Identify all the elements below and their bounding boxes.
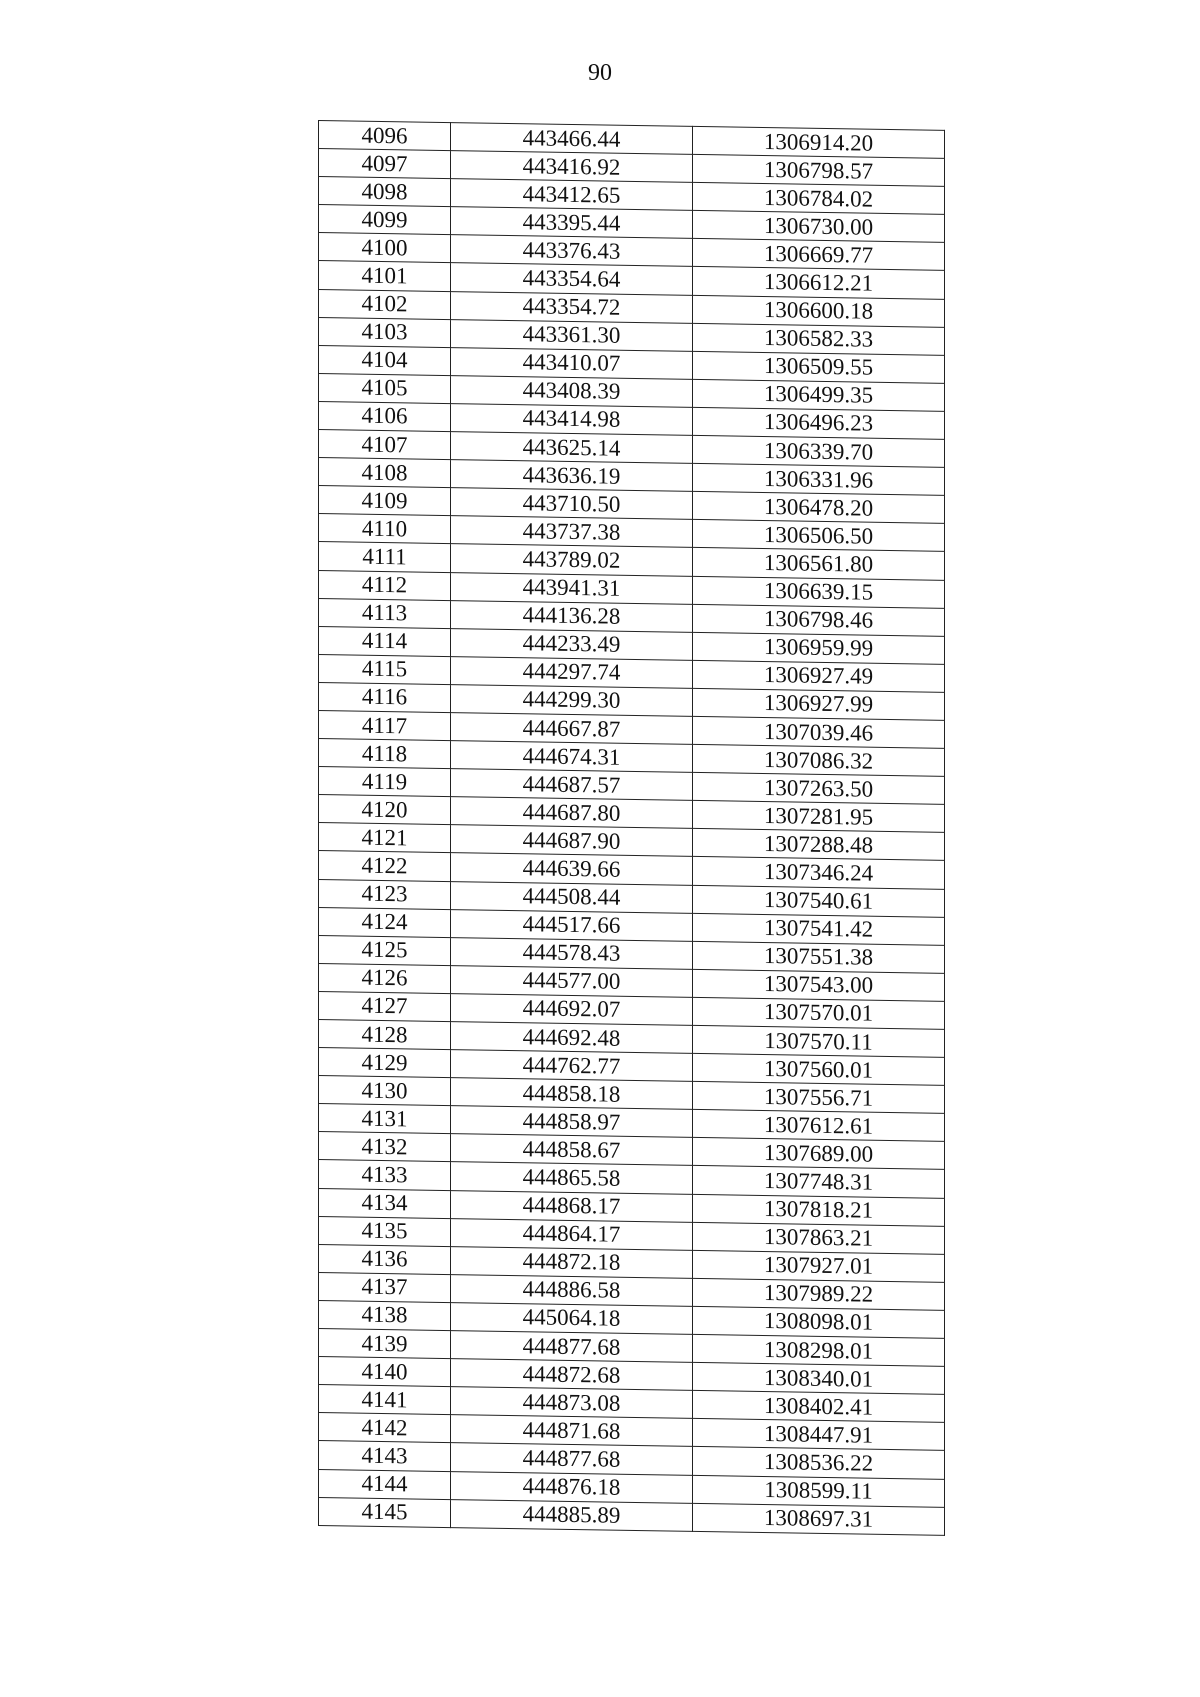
y-coordinate-cell: 1306669.77 bbox=[693, 239, 945, 271]
point-number-cell: 4144 bbox=[319, 1469, 451, 1499]
point-number-cell: 4103 bbox=[319, 317, 451, 347]
y-coordinate-cell: 1307086.32 bbox=[693, 744, 945, 776]
x-coordinate-cell: 444674.31 bbox=[451, 741, 693, 773]
y-coordinate-cell: 1307748.31 bbox=[693, 1166, 945, 1198]
point-number-cell: 4135 bbox=[319, 1216, 451, 1246]
y-coordinate-cell: 1307039.46 bbox=[693, 716, 945, 748]
y-coordinate-cell: 1307570.11 bbox=[693, 1025, 945, 1057]
x-coordinate-cell: 443625.14 bbox=[451, 432, 693, 464]
point-number-cell: 4113 bbox=[319, 598, 451, 628]
point-number-cell: 4111 bbox=[319, 542, 451, 572]
x-coordinate-cell: 444687.90 bbox=[451, 825, 693, 857]
y-coordinate-cell: 1306730.00 bbox=[693, 211, 945, 243]
x-coordinate-cell: 444877.68 bbox=[451, 1331, 693, 1363]
y-coordinate-cell: 1307263.50 bbox=[693, 773, 945, 805]
coordinates-table-body bbox=[319, 121, 945, 1536]
y-coordinate-cell: 1306798.46 bbox=[693, 604, 945, 636]
point-number-cell: 4138 bbox=[319, 1300, 451, 1330]
point-number-cell: 4129 bbox=[319, 1048, 451, 1078]
x-coordinate-cell: 443354.64 bbox=[451, 263, 693, 295]
x-coordinate-cell: 443710.50 bbox=[451, 488, 693, 520]
x-coordinate-cell: 444876.18 bbox=[451, 1471, 693, 1503]
point-number-cell: 4110 bbox=[319, 514, 451, 544]
y-coordinate-cell: 1307689.00 bbox=[693, 1138, 945, 1170]
x-coordinate-cell: 444868.17 bbox=[451, 1190, 693, 1222]
point-number-cell: 4133 bbox=[319, 1160, 451, 1190]
y-coordinate-cell: 1306959.99 bbox=[693, 632, 945, 664]
x-coordinate-cell: 443466.44 bbox=[451, 123, 693, 155]
coordinates-table bbox=[318, 120, 945, 1536]
point-number-cell: 4122 bbox=[319, 851, 451, 881]
y-coordinate-cell: 1307543.00 bbox=[693, 969, 945, 1001]
x-coordinate-cell: 443395.44 bbox=[451, 207, 693, 239]
x-coordinate-cell: 444877.68 bbox=[451, 1443, 693, 1475]
y-coordinate-cell: 1307288.48 bbox=[693, 829, 945, 861]
point-number-cell: 4114 bbox=[319, 626, 451, 656]
point-number-cell: 4100 bbox=[319, 233, 451, 263]
point-number-cell: 4120 bbox=[319, 795, 451, 825]
x-coordinate-cell: 443941.31 bbox=[451, 572, 693, 604]
point-number-cell: 4108 bbox=[319, 458, 451, 488]
point-number-cell: 4137 bbox=[319, 1272, 451, 1302]
point-number-cell: 4131 bbox=[319, 1104, 451, 1134]
point-number-cell: 4099 bbox=[319, 205, 451, 235]
y-coordinate-cell: 1307989.22 bbox=[693, 1278, 945, 1310]
y-coordinate-cell: 1307551.38 bbox=[693, 941, 945, 973]
x-coordinate-cell: 444858.97 bbox=[451, 1106, 693, 1138]
point-number-cell: 4106 bbox=[319, 401, 451, 431]
y-coordinate-cell: 1306927.49 bbox=[693, 660, 945, 692]
point-number-cell: 4102 bbox=[319, 289, 451, 319]
x-coordinate-cell: 444692.48 bbox=[451, 1022, 693, 1054]
point-number-cell: 4141 bbox=[319, 1385, 451, 1415]
y-coordinate-cell: 1308536.22 bbox=[693, 1447, 945, 1479]
x-coordinate-cell: 444136.28 bbox=[451, 600, 693, 632]
y-coordinate-cell: 1306478.20 bbox=[693, 492, 945, 524]
point-number-cell: 4117 bbox=[319, 710, 451, 740]
y-coordinate-cell: 1306509.55 bbox=[693, 351, 945, 383]
point-number-cell: 4134 bbox=[319, 1188, 451, 1218]
y-coordinate-cell: 1307346.24 bbox=[693, 857, 945, 889]
y-coordinate-cell: 1306798.57 bbox=[693, 154, 945, 186]
x-coordinate-cell: 443737.38 bbox=[451, 516, 693, 548]
y-coordinate-cell: 1306914.20 bbox=[693, 126, 945, 158]
point-number-cell: 4123 bbox=[319, 879, 451, 909]
y-coordinate-cell: 1306496.23 bbox=[693, 407, 945, 439]
x-coordinate-cell: 444762.77 bbox=[451, 1050, 693, 1082]
x-coordinate-cell: 443410.07 bbox=[451, 347, 693, 379]
x-coordinate-cell: 443412.65 bbox=[451, 179, 693, 211]
x-coordinate-cell: 444687.57 bbox=[451, 769, 693, 801]
point-number-cell: 4136 bbox=[319, 1244, 451, 1274]
x-coordinate-cell: 443354.72 bbox=[451, 291, 693, 323]
point-number-cell: 4121 bbox=[319, 823, 451, 853]
point-number-cell: 4125 bbox=[319, 935, 451, 965]
x-coordinate-cell: 444578.43 bbox=[451, 937, 693, 969]
point-number-cell: 4097 bbox=[319, 149, 451, 179]
y-coordinate-cell: 1308697.31 bbox=[693, 1503, 945, 1535]
x-coordinate-cell: 444858.18 bbox=[451, 1078, 693, 1110]
x-coordinate-cell: 444508.44 bbox=[451, 881, 693, 913]
x-coordinate-cell: 443636.19 bbox=[451, 460, 693, 492]
y-coordinate-cell: 1307556.71 bbox=[693, 1082, 945, 1114]
y-coordinate-cell: 1307927.01 bbox=[693, 1250, 945, 1282]
y-coordinate-cell: 1306612.21 bbox=[693, 267, 945, 299]
x-coordinate-cell: 444864.17 bbox=[451, 1218, 693, 1250]
point-number-cell: 4143 bbox=[319, 1441, 451, 1471]
x-coordinate-cell: 444577.00 bbox=[451, 965, 693, 997]
point-number-cell: 4105 bbox=[319, 373, 451, 403]
x-coordinate-cell: 443408.39 bbox=[451, 375, 693, 407]
x-coordinate-cell: 444858.67 bbox=[451, 1134, 693, 1166]
x-coordinate-cell: 444872.18 bbox=[451, 1246, 693, 1278]
point-number-cell: 4127 bbox=[319, 991, 451, 1021]
x-coordinate-cell: 445064.18 bbox=[451, 1303, 693, 1335]
y-coordinate-cell: 1307612.61 bbox=[693, 1110, 945, 1142]
x-coordinate-cell: 443414.98 bbox=[451, 404, 693, 436]
point-number-cell: 4124 bbox=[319, 907, 451, 937]
point-number-cell: 4139 bbox=[319, 1329, 451, 1359]
point-number-cell: 4130 bbox=[319, 1076, 451, 1106]
y-coordinate-cell: 1306600.18 bbox=[693, 295, 945, 327]
x-coordinate-cell: 444872.68 bbox=[451, 1359, 693, 1391]
x-coordinate-cell: 444886.58 bbox=[451, 1274, 693, 1306]
y-coordinate-cell: 1306927.99 bbox=[693, 688, 945, 720]
x-coordinate-cell: 443789.02 bbox=[451, 544, 693, 576]
y-coordinate-cell: 1308402.41 bbox=[693, 1391, 945, 1423]
y-coordinate-cell: 1307818.21 bbox=[693, 1194, 945, 1226]
x-coordinate-cell: 443416.92 bbox=[451, 151, 693, 183]
y-coordinate-cell: 1306331.96 bbox=[693, 464, 945, 496]
y-coordinate-cell: 1307570.01 bbox=[693, 997, 945, 1029]
x-coordinate-cell: 444517.66 bbox=[451, 909, 693, 941]
x-coordinate-cell: 443361.30 bbox=[451, 319, 693, 351]
point-number-cell: 4104 bbox=[319, 345, 451, 375]
x-coordinate-cell: 444873.08 bbox=[451, 1387, 693, 1419]
y-coordinate-cell: 1308447.91 bbox=[693, 1419, 945, 1451]
y-coordinate-cell: 1306582.33 bbox=[693, 323, 945, 355]
point-number-cell: 4116 bbox=[319, 682, 451, 712]
y-coordinate-cell: 1307540.61 bbox=[693, 885, 945, 917]
page-number: 90 bbox=[588, 60, 612, 86]
y-coordinate-cell: 1307541.42 bbox=[693, 913, 945, 945]
y-coordinate-cell: 1306499.35 bbox=[693, 379, 945, 411]
point-number-cell: 4132 bbox=[319, 1132, 451, 1162]
x-coordinate-cell: 444865.58 bbox=[451, 1162, 693, 1194]
y-coordinate-cell: 1308340.01 bbox=[693, 1363, 945, 1395]
x-coordinate-cell: 444297.74 bbox=[451, 656, 693, 688]
x-coordinate-cell: 444687.80 bbox=[451, 797, 693, 829]
point-number-cell: 4119 bbox=[319, 767, 451, 797]
point-number-cell: 4098 bbox=[319, 177, 451, 207]
point-number-cell: 4145 bbox=[319, 1497, 451, 1527]
point-number-cell: 4115 bbox=[319, 654, 451, 684]
point-number-cell: 4109 bbox=[319, 486, 451, 516]
point-number-cell: 4107 bbox=[319, 430, 451, 460]
point-number-cell: 4142 bbox=[319, 1413, 451, 1443]
point-number-cell: 4140 bbox=[319, 1357, 451, 1387]
point-number-cell: 4096 bbox=[319, 121, 451, 151]
y-coordinate-cell: 1308599.11 bbox=[693, 1475, 945, 1507]
y-coordinate-cell: 1306339.70 bbox=[693, 435, 945, 467]
y-coordinate-cell: 1306506.50 bbox=[693, 520, 945, 552]
y-coordinate-cell: 1308098.01 bbox=[693, 1306, 945, 1338]
y-coordinate-cell: 1307560.01 bbox=[693, 1053, 945, 1085]
point-number-cell: 4112 bbox=[319, 570, 451, 600]
x-coordinate-cell: 444667.87 bbox=[451, 713, 693, 745]
x-coordinate-cell: 444871.68 bbox=[451, 1415, 693, 1447]
x-coordinate-cell: 444233.49 bbox=[451, 628, 693, 660]
x-coordinate-cell: 443376.43 bbox=[451, 235, 693, 267]
y-coordinate-cell: 1306639.15 bbox=[693, 576, 945, 608]
point-number-cell: 4101 bbox=[319, 261, 451, 291]
y-coordinate-cell: 1308298.01 bbox=[693, 1334, 945, 1366]
y-coordinate-cell: 1307863.21 bbox=[693, 1222, 945, 1254]
x-coordinate-cell: 444692.07 bbox=[451, 993, 693, 1025]
y-coordinate-cell: 1306784.02 bbox=[693, 183, 945, 215]
x-coordinate-cell: 444299.30 bbox=[451, 684, 693, 716]
y-coordinate-cell: 1306561.80 bbox=[693, 548, 945, 580]
point-number-cell: 4118 bbox=[319, 739, 451, 769]
y-coordinate-cell: 1307281.95 bbox=[693, 801, 945, 833]
x-coordinate-cell: 444885.89 bbox=[451, 1499, 693, 1531]
point-number-cell: 4128 bbox=[319, 1020, 451, 1050]
point-number-cell: 4126 bbox=[319, 963, 451, 993]
x-coordinate-cell: 444639.66 bbox=[451, 853, 693, 885]
